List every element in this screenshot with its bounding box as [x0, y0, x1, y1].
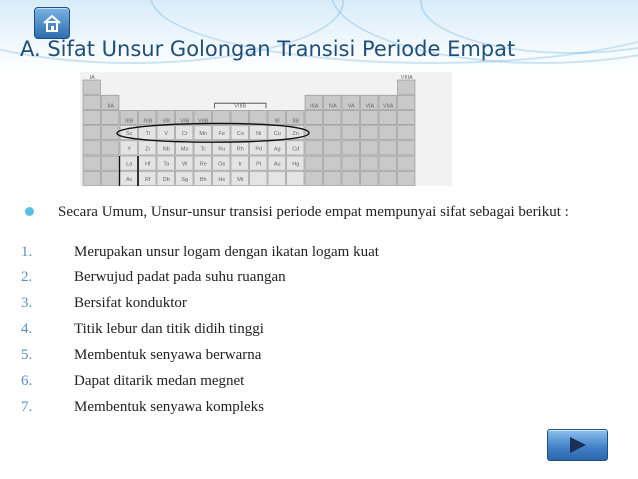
group-label: VIA: [365, 103, 375, 110]
element-symbol: Fe: [218, 131, 225, 138]
table-cell: [342, 110, 360, 124]
table-cell: [361, 126, 379, 140]
element-symbol: Ir: [238, 161, 242, 168]
element-symbol: Ti: [145, 131, 150, 138]
group-label: IIA: [107, 103, 115, 110]
table-cell: [379, 156, 397, 170]
table-cell: [83, 156, 101, 170]
list-item: [21, 373, 581, 393]
table-cell: [398, 141, 416, 155]
item-number: 7.: [21, 399, 33, 415]
group-label: IIIA: [310, 103, 319, 110]
group-label: IVA: [328, 103, 337, 110]
header-band: [0, 0, 638, 72]
table-cell: [102, 141, 120, 155]
list-item: [21, 295, 581, 315]
table-cell: [305, 171, 323, 185]
element-symbol: Ni: [256, 131, 262, 138]
item-text: Titik lebur dan titik didih tinggi: [74, 321, 264, 337]
element-symbol: Sc: [126, 131, 133, 138]
group-label: IIIB: [125, 118, 134, 125]
table-cell: [398, 95, 416, 109]
table-cell: [342, 126, 360, 140]
group-label: VIIIA: [400, 75, 413, 81]
table-cell: [361, 141, 379, 155]
item-text: Bersifat konduktor: [74, 295, 187, 311]
element-symbol: Bh: [199, 176, 207, 183]
item-number: 4.: [21, 321, 33, 337]
list-item: [21, 321, 581, 341]
element-symbol: Rf: [145, 176, 151, 183]
table-cell: [83, 171, 101, 185]
list-item: [21, 269, 581, 289]
table-cell: [83, 126, 101, 140]
element-symbol: Db: [162, 176, 170, 183]
table-cell: [287, 171, 305, 185]
table-cell: [342, 156, 360, 170]
table-cell: [213, 110, 231, 124]
group-label: IIB: [292, 118, 300, 125]
table-cell: [398, 171, 416, 185]
item-number: 3.: [21, 295, 33, 311]
table-cell: [324, 156, 342, 170]
element-symbol: Y: [127, 146, 132, 153]
intro-paragraph: Secara Umum, Unsur-unsur transisi periode empat mempunyai sifat sebagai berikut :: [58, 204, 569, 220]
table-cell: [102, 171, 120, 185]
play-next-icon: [548, 430, 607, 460]
table-cell: [102, 156, 120, 170]
element-symbol: Sg: [181, 176, 189, 183]
group-label: IVB: [143, 118, 153, 125]
element-symbol: Co: [236, 131, 244, 138]
group-label: VIB: [180, 118, 190, 125]
table-cell: [305, 156, 323, 170]
element-symbol: Pd: [255, 146, 263, 153]
element-symbol: Ta: [163, 161, 170, 168]
element-symbol: Pt: [256, 161, 262, 168]
table-cell: [379, 110, 397, 124]
table-cell: [398, 156, 416, 170]
table-cell: [361, 171, 379, 185]
element-symbol: Hg: [292, 161, 300, 168]
table-cell: [379, 126, 397, 140]
table-cell: [361, 110, 379, 124]
element-symbol: Hs: [218, 176, 226, 183]
group-label: VB: [162, 118, 170, 125]
element-symbol: Hf: [145, 161, 151, 168]
table-cell: [102, 126, 120, 140]
table-cell: [379, 141, 397, 155]
item-text: Merupakan unsur logam dengan ikatan logam kuat: [74, 244, 379, 260]
group-label: VIIB: [198, 118, 209, 125]
table-cell: [231, 110, 249, 124]
table-cell: [83, 80, 101, 94]
group-label: IB: [274, 118, 280, 125]
table-cell: [102, 110, 120, 124]
table-cell: [379, 171, 397, 185]
home-icon: [35, 8, 69, 38]
element-symbol: La: [126, 161, 133, 168]
list-item: [21, 347, 581, 367]
table-cell: [398, 80, 416, 94]
list-item: [21, 244, 581, 264]
table-cell: [305, 110, 323, 124]
group-label: VIIA: [383, 103, 394, 110]
element-symbol: V: [164, 131, 169, 138]
home-button[interactable]: [34, 7, 70, 39]
element-symbol: Tc: [200, 146, 206, 153]
element-symbol: Ac: [126, 176, 133, 183]
table-cell: [83, 95, 101, 109]
item-text: Dapat ditarik medan megnet: [74, 373, 245, 389]
bullet-icon: [25, 207, 34, 216]
table-cell: [250, 171, 268, 185]
item-text: Membentuk senyawa kompleks: [74, 399, 264, 415]
element-symbol: Re: [199, 161, 207, 168]
list-item: [21, 399, 581, 419]
item-text: Berwujud padat pada suhu ruangan: [74, 269, 286, 285]
table-cell: [324, 126, 342, 140]
table-cell: [83, 141, 101, 155]
element-symbol: Cd: [292, 146, 300, 153]
item-text: Membentuk senyawa berwarna: [74, 347, 262, 363]
next-slide-button[interactable]: [547, 429, 608, 461]
element-symbol: Ag: [273, 146, 281, 153]
table-cell: [305, 141, 323, 155]
periodic-table-image: [80, 72, 452, 186]
item-number: 5.: [21, 347, 33, 363]
table-cell: [398, 126, 416, 140]
element-symbol: Ru: [218, 146, 226, 153]
element-symbol: Cu: [273, 131, 281, 138]
item-number: 1.: [21, 244, 33, 260]
element-symbol: Nb: [162, 146, 170, 153]
table-cell: [324, 171, 342, 185]
table-cell: [324, 141, 342, 155]
element-symbol: Cr: [181, 131, 188, 138]
element-symbol: Mn: [199, 131, 208, 138]
table-cell: [268, 171, 286, 185]
item-number: 6.: [21, 373, 33, 389]
table-cell: [324, 110, 342, 124]
element-symbol: Zn: [292, 131, 299, 138]
element-symbol: Zr: [145, 146, 151, 153]
table-cell: [83, 110, 101, 124]
element-symbol: Os: [218, 161, 226, 168]
element-symbol: W: [182, 161, 188, 168]
slide-title: A. Sifat Unsur Golongan Transisi Periode Empat: [20, 37, 516, 61]
element-symbol: Au: [273, 161, 281, 168]
table-cell: [342, 141, 360, 155]
element-symbol: Mo: [180, 146, 189, 153]
table-cell: [361, 156, 379, 170]
table-cell: [342, 171, 360, 185]
table-cell: [250, 110, 268, 124]
group-label: IA: [89, 75, 95, 81]
table-cell: [398, 110, 416, 124]
element-symbol: Rh: [236, 146, 244, 153]
table-cell: [305, 126, 323, 140]
element-symbol: Mt: [237, 176, 244, 183]
group-label: VIIIB: [234, 103, 247, 110]
group-label: VA: [347, 103, 355, 110]
item-number: 2.: [21, 269, 33, 285]
